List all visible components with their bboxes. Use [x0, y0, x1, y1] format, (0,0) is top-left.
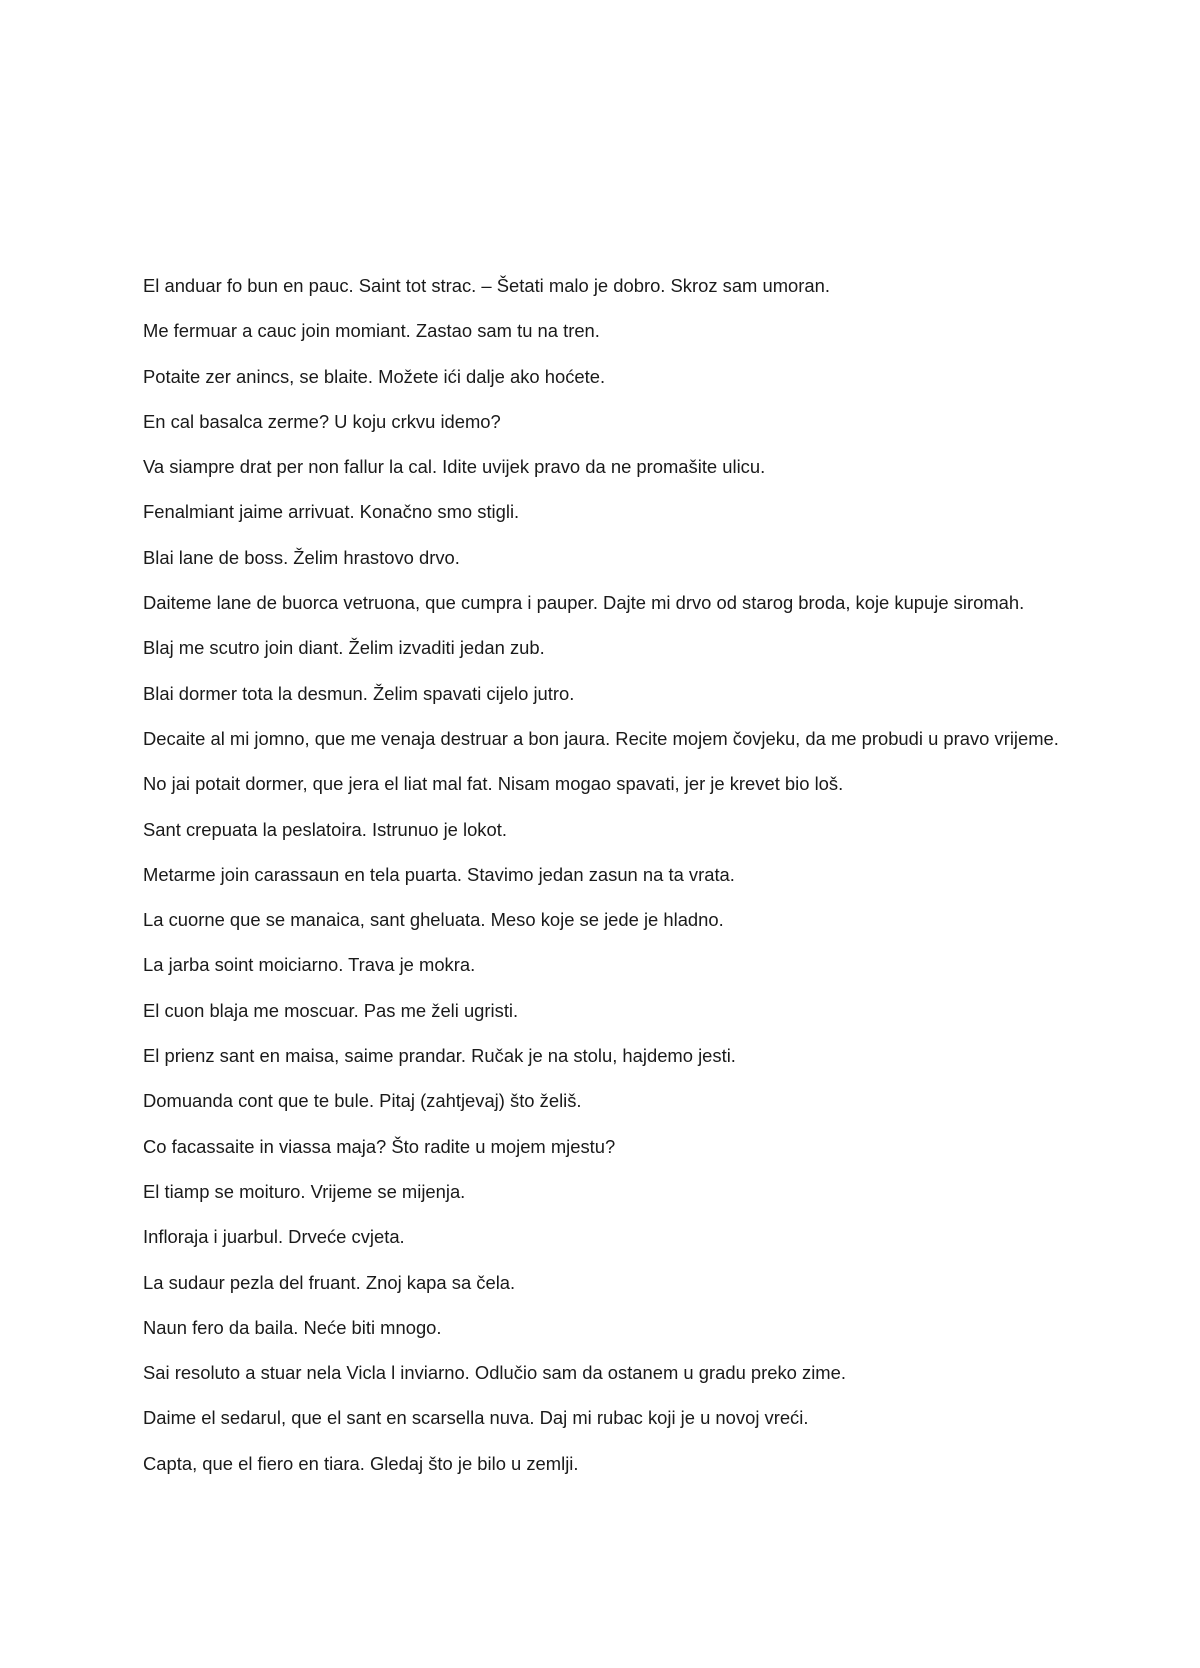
text-line: Potaite zer anincs, se blaite. Možete ići dalje ako hoćete. [143, 365, 606, 387]
text-line: Blai dormer tota la desmun. Želim spavati cijelo jutro. [143, 682, 575, 704]
text-line: El prienz sant en maisa, saime prandar. Ručak je na stolu, hajdemo jesti. [143, 1045, 736, 1067]
text-line: Blaj me scutro join diant. Želim izvaditi jedan zub. [143, 637, 545, 659]
text-line: Sai resoluto a stuar nela Vicla l inviarno. Odlučio sam da ostanem u gradu preko zime. [143, 1362, 846, 1384]
text-line: Naun fero da baila. Neće biti mnogo. [143, 1316, 442, 1338]
text-line: Daime el sedarul, que el sant en scarsella nuva. Daj mi rubac koji je u novoj vreći. [143, 1407, 809, 1429]
text-line: Daiteme lane de buorca vetruona, que cumpra i pauper. Dajte mi drvo od starog broda, koje kupuje siromah. [143, 592, 1025, 614]
text-line: Blai lane de boss. Želim hrastovo drvo. [143, 546, 460, 568]
text-line: La cuorne que se manaica, sant gheluata. Meso koje se jede je hladno. [143, 909, 724, 931]
text-line: Fenalmiant jaime arrivuat. Konačno smo stigli. [143, 501, 520, 523]
text-line: Co facassaite in viassa maja? Što radite u mojem mjestu? [143, 1135, 616, 1157]
text-line: La sudaur pezla del fruant. Znoj kapa sa čela. [143, 1271, 516, 1293]
text-line: Decaite al mi jomno, que me venaja destruar a bon jaura. Recite mojem čovjeku, da me probudi u pravo vrijeme. [143, 727, 1059, 749]
text-line: El anduar fo bun en pauc. Saint tot strac. – Šetati malo je dobro. Skroz sam umoran. [143, 275, 830, 296]
text-line: En cal basalca zerme? U koju crkvu idemo? [143, 410, 501, 432]
text-line: La jarba soint moiciarno. Trava je mokra. [143, 954, 476, 976]
text-line: El cuon blaja me moscuar. Pas me želi ugristi. [143, 999, 519, 1021]
text-line: Capta, que el fiero en tiara. Gledaj što je bilo u zemlji. [143, 1452, 579, 1474]
document-body [143, 272, 1063, 1495]
text-line: Metarme join carassaun en tela puarta. Stavimo jedan zasun na ta vrata. [143, 863, 735, 885]
text-line: Sant crepuata la peslatoira. Istrunuo je lokot. [143, 818, 507, 840]
text-line: El tiamp se moituro. Vrijeme se mijenja. [143, 1180, 466, 1202]
text-line: Me fermuar a cauc join momiant. Zastao sam tu na tren. [143, 320, 600, 342]
text-line: Va siampre drat per non fallur la cal. Idite uvijek pravo da ne promašite ulicu. [143, 456, 766, 478]
text-line: Domuanda cont que te bule. Pitaj (zahtjevaj) što želiš. [143, 1090, 582, 1112]
text-line: Infloraja i juarbul. Drveće cvjeta. [143, 1226, 405, 1248]
text-line: No jai potait dormer, que jera el liat mal fat. Nisam mogao spavati, jer je krevet bio loš. [143, 773, 844, 795]
